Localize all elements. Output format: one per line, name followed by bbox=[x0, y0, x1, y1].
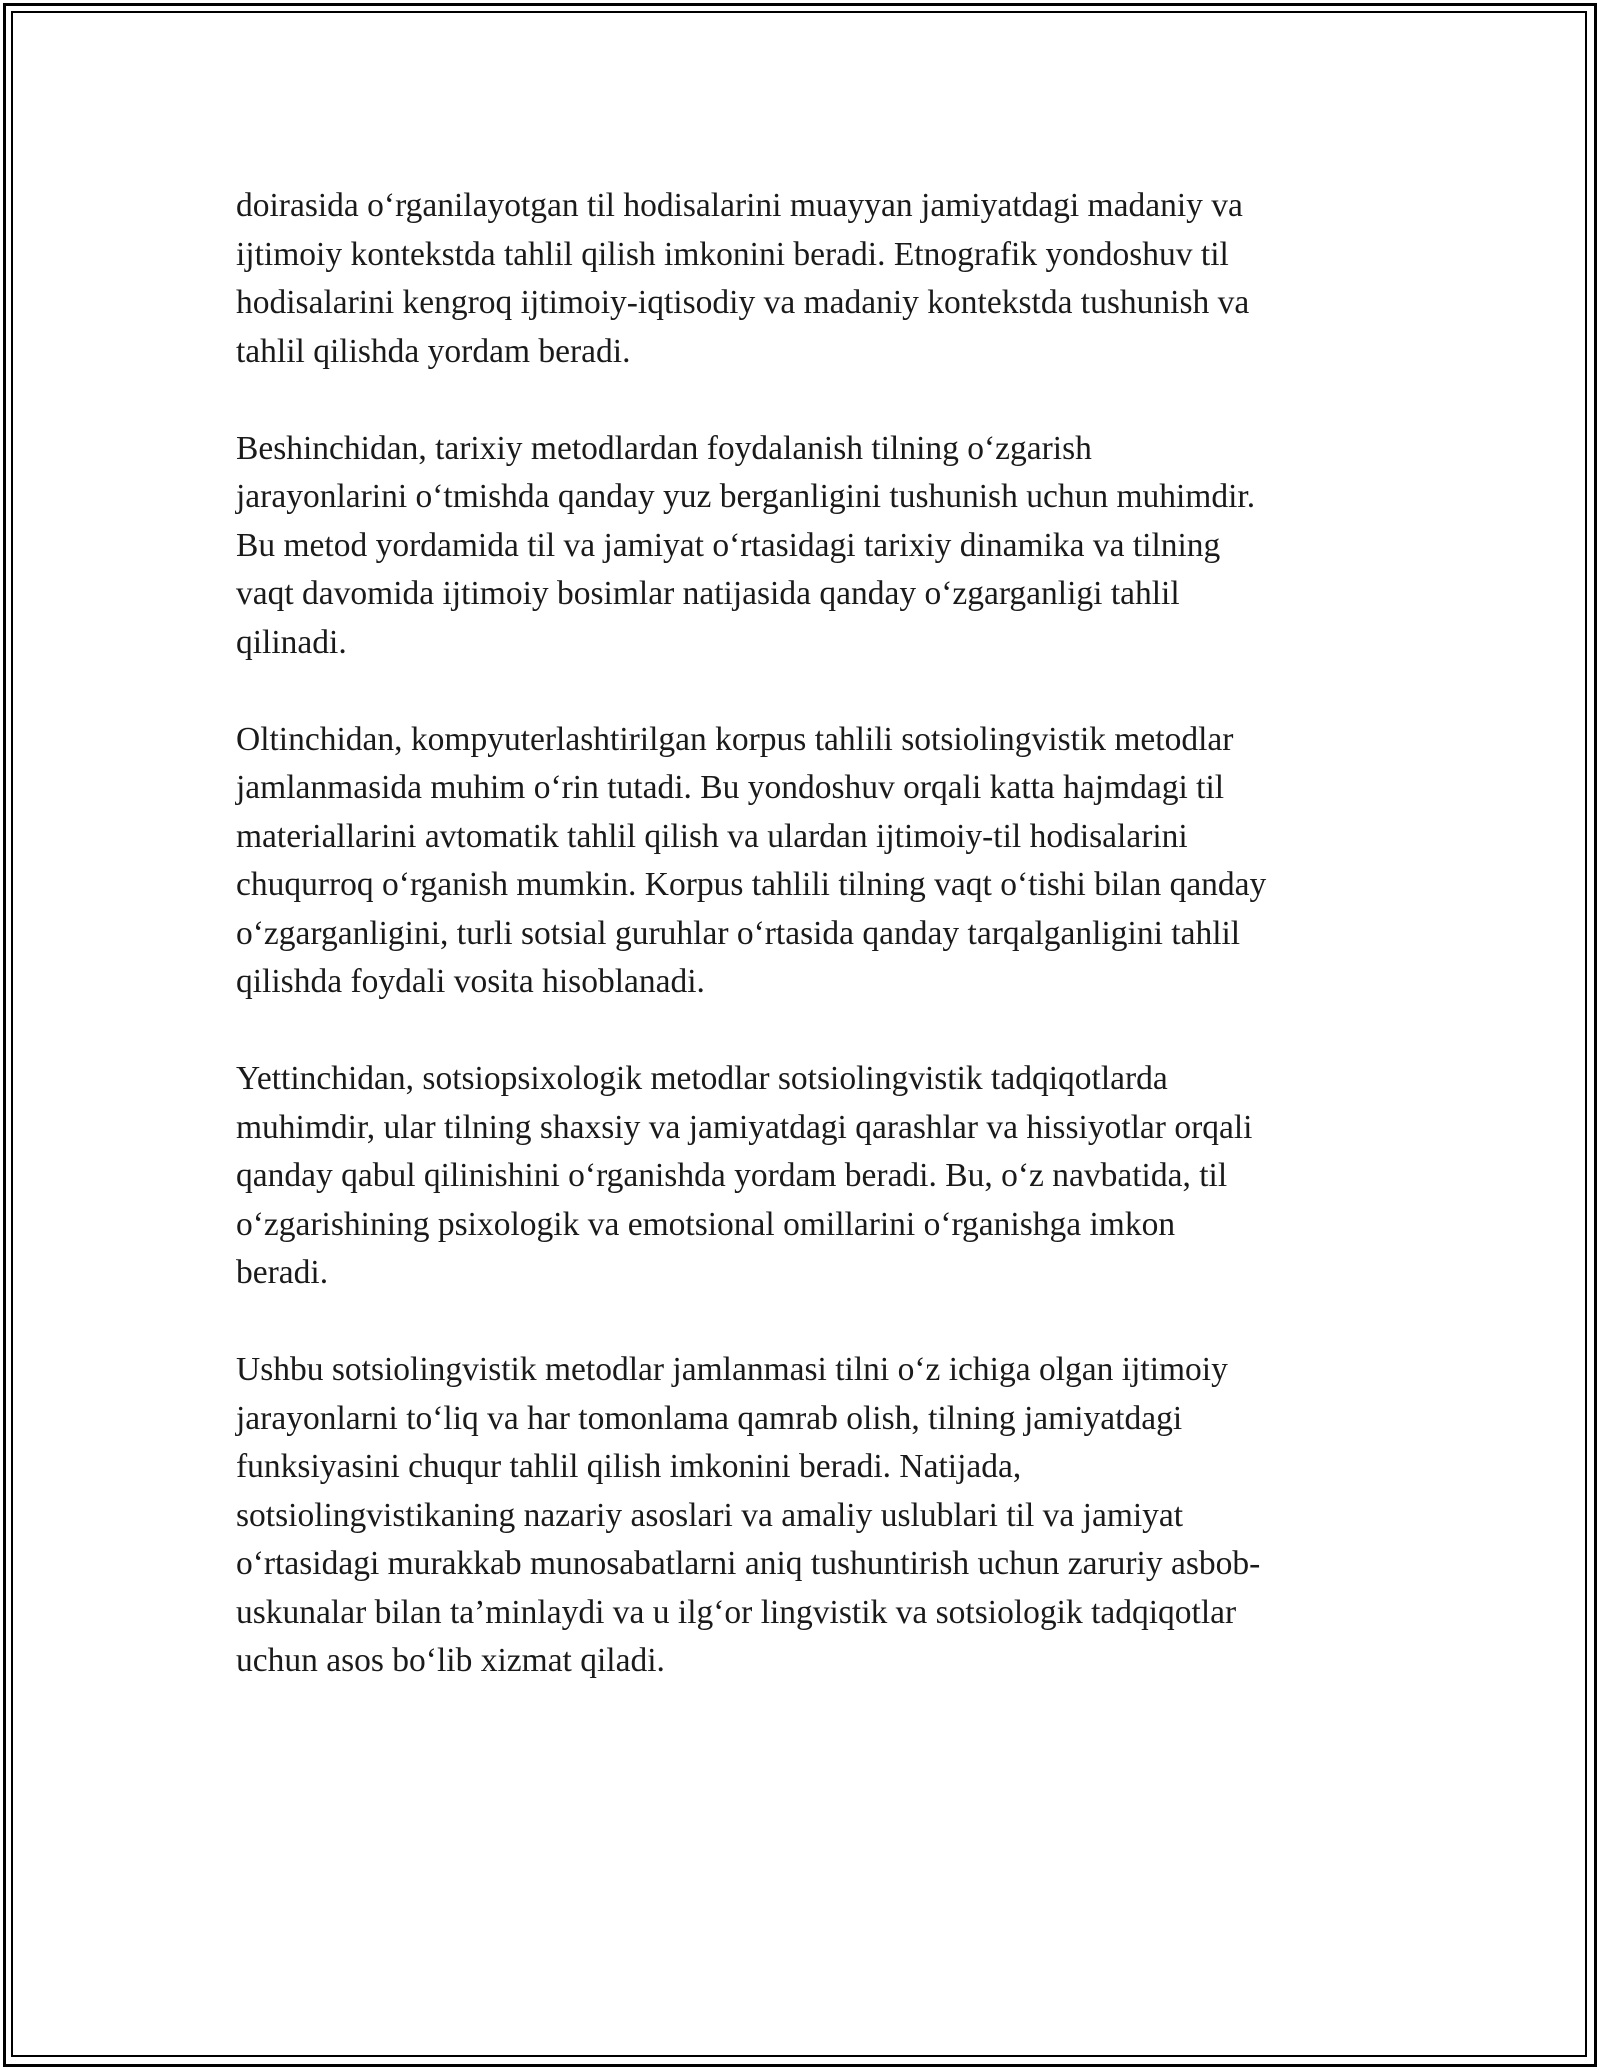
text-line: jarayonlarini o‘tmishda qanday yuz berganligini tushunish uchun muhimdir. bbox=[236, 478, 1256, 515]
text-line: beradi. bbox=[236, 1254, 329, 1291]
text-line: vaqt davomida ijtimoiy bosimlar natijasida qanday o‘zgarganligi tahlil bbox=[236, 575, 1180, 612]
text-line: o‘zgarganligini, turli sotsial guruhlar o‘rtasida qanday tarqalganligini tahlil bbox=[236, 914, 1241, 952]
paragraph-4 bbox=[236, 1055, 1381, 1298]
text-line: sotsiolingvistikaning nazariy asoslari va amaliy uslublari til va jamiyat bbox=[236, 1496, 1184, 1534]
text-line: qilinadi. bbox=[236, 623, 347, 661]
text-line: Beshinchidan, tarixiy metodlardan foydalanish tilning o‘zgarish bbox=[236, 429, 1092, 467]
text-line: Yettinchidan, sotsiopsixologik metodlar sotsiolingvistik tadqiqotlarda bbox=[236, 1060, 1168, 1097]
text-line: o‘zgarishining psixologik va emotsional omillarini o‘rganishga imkon bbox=[236, 1205, 1176, 1243]
text-line: Oltinchidan, kompyuterlashtirilgan korpus tahlili sotsiolingvistik metodlar bbox=[236, 720, 1234, 758]
paragraph-1 bbox=[236, 182, 1381, 376]
text-line: jamlanmasida muhim o‘rin tutadi. Bu yondoshuv orqali katta hajmdagi til bbox=[236, 769, 1225, 806]
text-line: qanday qabul qilinishini o‘rganishda yordam beradi. Bu, o‘z navbatida, til bbox=[236, 1157, 1228, 1194]
paragraph-2 bbox=[236, 425, 1381, 668]
text-line: uchun asos bo‘lib xizmat qiladi. bbox=[236, 1642, 665, 1679]
text-line: chuqurroq o‘rganish mumkin. Korpus tahlili tilning vaqt o‘tishi bilan qanday bbox=[236, 866, 1267, 903]
text-line: materiallarini avtomatik tahlil qilish va ulardan ijtimoiy-til hodisalarini bbox=[236, 817, 1188, 855]
document-body bbox=[236, 182, 1381, 1686]
text-line: muhimdir, ular tilning shaxsiy va jamiyatdagi qarashlar va hissiyotlar orqali bbox=[236, 1108, 1253, 1146]
text-line: tahlil qilishda yordam beradi. bbox=[236, 332, 631, 370]
text-line: hodisalarini kengroq ijtimoiy-iqtisodiy va madaniy kontekstda tushunish va bbox=[236, 284, 1250, 321]
text-line: doirasida o‘rganilayotgan til hodisalarini muayyan jamiyatdagi madaniy va bbox=[236, 187, 1243, 224]
text-line: o‘rtasidagi murakkab munosabatlarni aniq tushuntirish uchun zaruriy asbob- bbox=[236, 1545, 1261, 1582]
paragraph-3 bbox=[236, 716, 1381, 1007]
text-line: Bu metod yordamida til va jamiyat o‘rtasidagi tarixiy dinamika va tilning bbox=[236, 526, 1221, 564]
text-line: jarayonlarni to‘liq va har tomonlama qamrab olish, tilning jamiyatdagi bbox=[236, 1399, 1183, 1437]
text-line: funksiyasini chuqur tahlil qilish imkonini beradi. Natijada, bbox=[236, 1448, 1022, 1485]
text-line: ijtimoiy kontekstda tahlil qilish imkonini beradi. Etnografik yondoshuv til bbox=[236, 235, 1229, 273]
paragraph-5 bbox=[236, 1346, 1381, 1686]
text-line: uskunalar bilan ta’minlaydi va u ilg‘or lingvistik va sotsiologik tadqiqotlar bbox=[236, 1593, 1237, 1631]
text-line: Ushbu sotsiolingvistik metodlar jamlanmasi tilni o‘z ichiga olgan ijtimoiy bbox=[236, 1351, 1228, 1388]
text-line: qilishda foydali vosita hisoblanadi. bbox=[236, 963, 705, 1000]
